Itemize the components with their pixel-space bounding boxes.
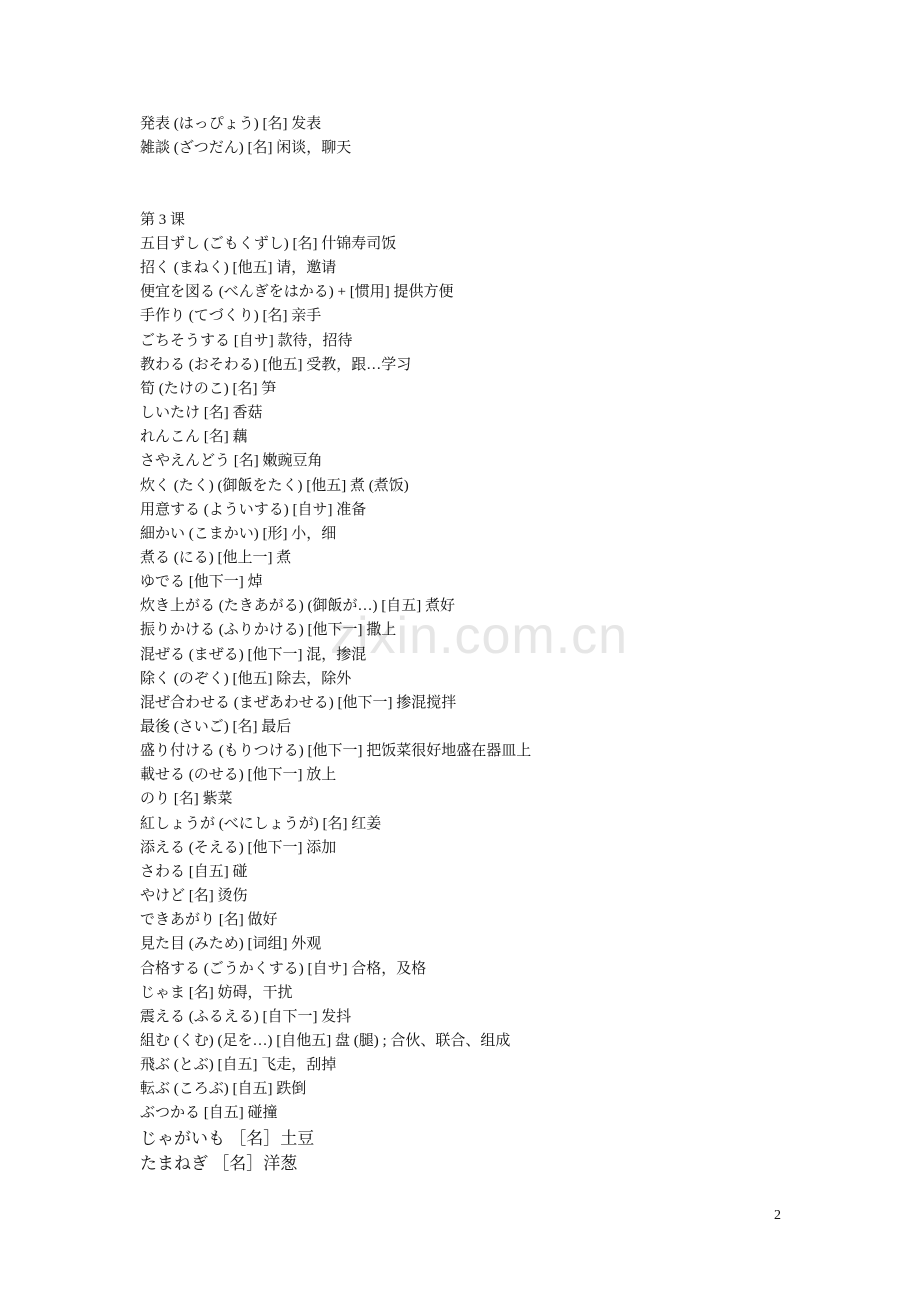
vocab-entry: 教わる (おそわる) [他五] 受教，跟…学习: [140, 356, 412, 373]
vocab-entry: 震える (ふるえる) [自下一] 发抖: [140, 1008, 352, 1025]
vocab-entry: 合格する (ごうかくする) [自サ] 合格，及格: [140, 960, 427, 977]
lesson-heading: 第 3 课: [140, 212, 186, 228]
vocab-entry: 載せる (のせる) [他下一] 放上: [140, 767, 337, 784]
vocab-entry: 添える (そえる) [他下一] 添加: [140, 839, 337, 856]
vocab-entry: ぶつかる [自五] 碰撞: [140, 1105, 278, 1122]
vocab-entry: 用意する (よういする) [自サ] 准备: [140, 501, 367, 518]
vocab-entry: 細かい (こまかい) [形] 小，细: [140, 525, 337, 542]
vocab-entry: 五目ずし (ごもくずし) [名] 什锦寿司饭: [140, 236, 397, 252]
vocab-entry: れんこん [名] 藕: [140, 429, 248, 446]
vocab-entry: 盛り付ける (もりつける) [他下一] 把饭菜很好地盛在器皿上: [140, 743, 532, 760]
vocab-entry: 雑談 (ざつだん) [名] 闲谈，聊天: [140, 140, 352, 156]
vocab-entry: 便宜を図る (べんぎをはかる) + [惯用] 提供方便: [140, 284, 454, 301]
vocab-entry: 筍 (たけのこ) [名] 笋: [140, 380, 277, 397]
vocab-entry: 混ぜ合わせる (まぜあわせる) [他下一] 掺混搅拌: [140, 694, 457, 711]
vocab-entry: 見た目 (みため) [词组] 外观: [140, 936, 322, 953]
vocab-entry: たまねぎ ［名］洋葱: [140, 1154, 298, 1173]
vocab-entry: 組む (くむ) (足を…) [自他五] 盘 (腿) ; 合伙、联合、组成: [140, 1032, 511, 1049]
vocab-entry: ゆでる [他下一] 焯: [140, 574, 263, 591]
vocab-entry: やけど [名] 烫伤: [140, 888, 248, 905]
vocab-entry: さわる [自五] 碰: [140, 863, 248, 880]
vocab-entry: 煮る (にる) [他上一] 煮: [140, 549, 292, 566]
vocab-entry: 手作り (てづくり) [名] 亲手: [140, 308, 322, 325]
vocab-entry: しいたけ [名] 香菇: [140, 405, 263, 422]
vocab-entry: 招く (まねく) [他五] 请，邀请: [140, 260, 337, 277]
vocab-entry: 紅しょうが (べにしょうが) [名] 红姜: [140, 815, 382, 832]
vocab-entry: 最後 (さいご) [名] 最后: [140, 719, 292, 735]
vocab-entry: 転ぶ (ころぶ) [自五] 跌倒: [140, 1081, 307, 1098]
vocab-entry: 炊く (たく) (御飯をたく) [他五] 煮 (煮饭): [140, 477, 409, 494]
vocab-entry: 炊き上がる (たきあがる) (御飯が…) [自五] 煮好: [140, 598, 455, 615]
vocab-entry: じゃがいも ［名］土豆: [140, 1129, 315, 1148]
vocab-entry: 発表 (はっぴょう) [名] 发表: [140, 116, 322, 132]
vocab-entry: 混ぜる (まぜる) [他下一] 混，掺混: [140, 646, 367, 663]
vocab-entry: できあがり [名] 做好: [140, 912, 278, 929]
vocab-entry: さやえんどう [名] 嫩豌豆角: [140, 453, 323, 470]
watermark: zixin.com.cn: [330, 607, 629, 665]
vocab-entry: ごちそうする [自サ] 款待，招待: [140, 332, 353, 349]
vocab-entry: じゃま [名] 妨碍，干扰: [140, 984, 293, 1001]
page-number: 2: [774, 1208, 781, 1223]
vocab-entry: のり [名] 紫菜: [140, 791, 233, 808]
vocab-entry: 振りかける (ふりかける) [他下一] 撒上: [140, 622, 397, 639]
vocab-entry: 飛ぶ (とぶ) [自五] 飞走，刮掉: [140, 1057, 337, 1074]
vocab-entry: 除く (のぞく) [他五] 除去，除外: [140, 670, 352, 687]
